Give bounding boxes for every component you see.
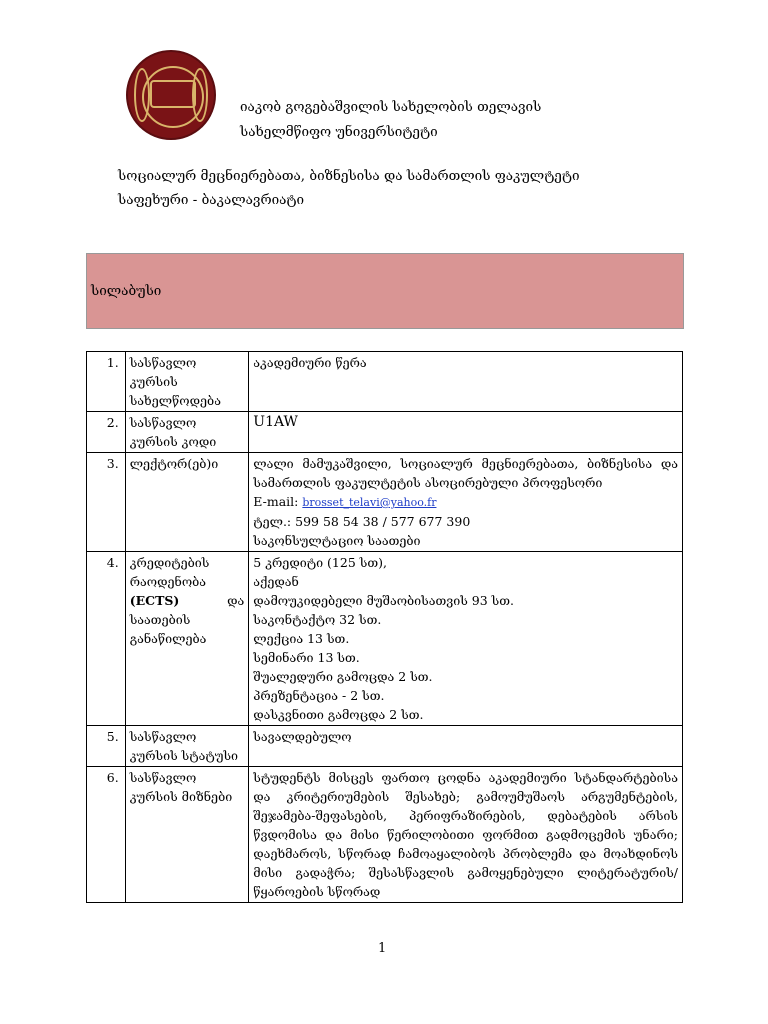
table-row	[87, 726, 683, 767]
credits-line: შუალედური გამოცდა 2 სთ.	[253, 669, 433, 684]
credits-line: დამოუკიდებელი მუშაობისათვის 93 სთ.	[253, 593, 515, 608]
row-value: სავალდებულო	[249, 726, 683, 767]
row-label: სასწავლო კურსის მიზნები	[125, 767, 249, 903]
credits-breakdown	[249, 552, 683, 726]
lecturer-name: ლალი მამუკაშვილი, სოციალურ მეცნიერებათა, ბიზნესისა და სამართლის ფაკულტეტის ასოცირებული პროფესორი	[253, 456, 678, 490]
row-number: 4.	[87, 552, 126, 726]
logo-wreath-left	[134, 68, 150, 122]
email-link[interactable]: brosset_telavi@yahoo.fr	[302, 496, 437, 509]
ects-line	[130, 591, 245, 610]
row-label: სასწავლო კურსის სტატუსი	[125, 726, 249, 767]
email-line	[253, 492, 678, 512]
row-number: 6.	[87, 767, 126, 903]
row-number: 2.	[87, 412, 126, 453]
row-value: U1AW	[249, 412, 683, 453]
faculty-block	[118, 164, 580, 212]
credits-label: კრედიტების რაოდენობა	[129, 555, 210, 589]
ects-label: (ECTS)	[129, 593, 180, 608]
phone-line: ტელ.: 599 58 54 38 / 577 677 390	[253, 514, 471, 529]
course-goals: სტუდენტს მისცეს ფართო ცოდნა აკადემიური სტანდარტებისა და კრიტერიუმების შესახებ; გამოუმუშაოს არგუმენტების, შეჯამება-შეფასების, პერიფრაზირების, დებატების არსის წვდომისა და მისი წერილობითი ფორმით გადმოცემის უნარი; დაეხმაროს, სწორად ჩამოაყალიბოს პრობლემა და მოახდინოს მისი გადაჭრა; შესასწავლის გამოყენებული ლიტერატურის/წყაროების სწორად	[249, 767, 683, 903]
row-number: 5.	[87, 726, 126, 767]
table-row	[87, 767, 683, 903]
row-label: სასწავლო კურსის კოდი	[125, 412, 249, 453]
table-row	[87, 412, 683, 453]
row-label: სასწავლო კურსის სახელწოდება	[125, 352, 249, 412]
course-info-table	[86, 351, 683, 903]
credits-line: საკონტაქტო 32 სთ.	[253, 612, 382, 627]
table-row	[87, 453, 683, 552]
credits-line: ლექცია 13 სთ.	[253, 631, 350, 646]
university-name	[240, 95, 541, 145]
row-number: 3.	[87, 453, 126, 552]
university-name-line1: იაკობ გოგებაშვილის სახელობის თელავის	[240, 99, 542, 115]
row-label	[125, 552, 249, 726]
table-row	[87, 552, 683, 726]
faculty-name: სოციალურ მეცნიერებათა, ბიზნესისა და სამართლის ფაკულტეტი	[118, 168, 580, 184]
logo-emblem	[150, 80, 196, 108]
university-logo-seal	[126, 50, 216, 140]
lecturer-info	[249, 453, 683, 552]
row-label: ლექტორ(ებ)ი	[125, 453, 249, 552]
and-label: და	[227, 593, 245, 608]
table-row	[87, 352, 683, 412]
credits-line: დასკვნითი გამოცდა 2 სთ.	[253, 707, 424, 722]
credits-line: აქედან	[253, 574, 299, 589]
syllabus-title-box	[86, 253, 684, 329]
university-name-line2: სახელმწიფო უნივერსიტეტი	[240, 124, 438, 140]
row-value: აკადემიური წერა	[249, 352, 683, 412]
hours-label: საათების განაწილება	[129, 612, 207, 646]
consultation-hours: საკონსულტაციო საათები	[253, 533, 421, 548]
credits-line: სემინარი 13 სთ.	[253, 650, 360, 665]
row-number: 1.	[87, 352, 126, 412]
email-label: E-mail:	[253, 494, 299, 509]
credits-line: პრეზენტაცია - 2 სთ.	[253, 688, 385, 703]
page-number: 1	[378, 941, 387, 956]
study-level: საფეხური - ბაკალავრიატი	[118, 192, 305, 208]
credits-line: 5 კრედიტი (125 სთ),	[253, 555, 387, 570]
syllabus-title: სილაბუსი	[91, 283, 162, 299]
